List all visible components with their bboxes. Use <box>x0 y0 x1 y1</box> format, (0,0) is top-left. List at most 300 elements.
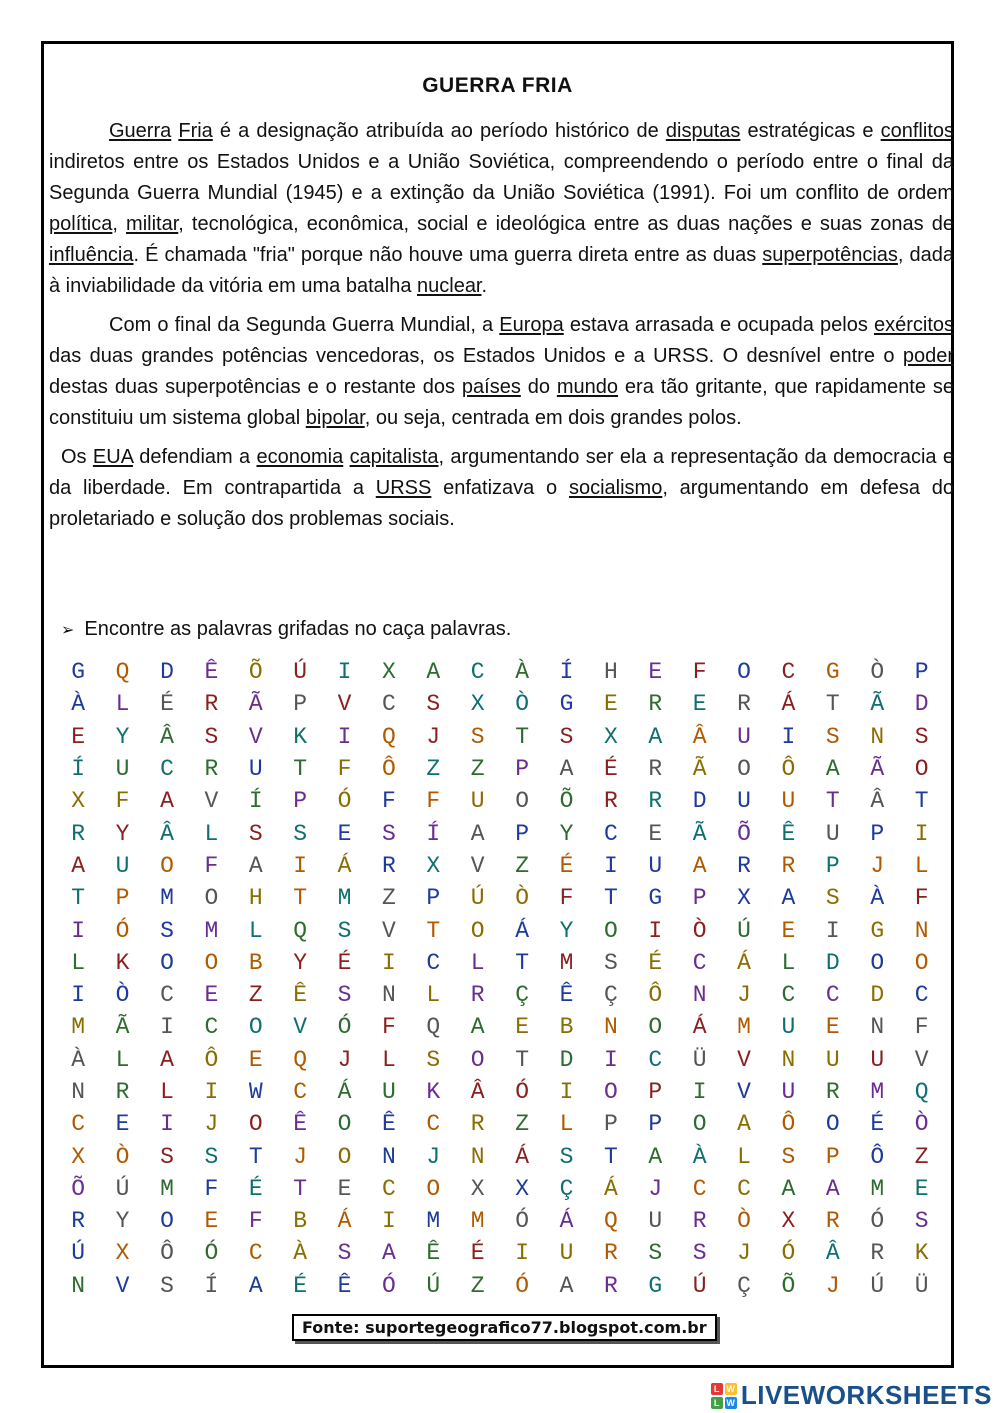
grid-letter[interactable]: S <box>426 1046 441 1073</box>
grid-letter[interactable]: T <box>71 885 86 912</box>
grid-letter[interactable]: Ê <box>293 1111 308 1138</box>
grid-letter[interactable]: Â <box>692 723 707 750</box>
grid-letter[interactable]: À <box>71 1046 86 1073</box>
grid-letter[interactable]: T <box>914 788 929 815</box>
grid-letter[interactable]: E <box>825 1014 840 1041</box>
grid-letter[interactable]: Õ <box>559 788 574 815</box>
grid-letter[interactable]: F <box>115 788 130 815</box>
grid-letter[interactable]: P <box>692 885 707 912</box>
grid-letter[interactable]: O <box>737 756 751 783</box>
grid-letter[interactable]: S <box>293 820 308 847</box>
grid-letter[interactable]: Ó <box>781 1240 796 1267</box>
grid-letter[interactable]: Ç <box>737 1272 751 1299</box>
grid-letter[interactable]: P <box>914 659 929 686</box>
grid-letter[interactable]: C <box>293 1079 308 1105</box>
grid-letter[interactable]: Ò <box>914 1111 929 1138</box>
grid-letter[interactable]: Z <box>515 1111 529 1138</box>
grid-letter[interactable]: A <box>470 820 485 847</box>
grid-letter[interactable]: G <box>559 691 574 718</box>
grid-letter[interactable]: À <box>71 691 86 718</box>
grid-letter[interactable]: I <box>382 1208 396 1235</box>
grid-letter[interactable]: D <box>692 788 707 815</box>
grid-letter[interactable]: Q <box>382 723 396 750</box>
grid-letter[interactable]: O <box>603 917 618 944</box>
grid-letter[interactable]: V <box>737 1046 751 1073</box>
grid-letter[interactable]: Ó <box>515 1208 529 1235</box>
grid-letter[interactable]: L <box>426 982 441 1009</box>
grid-letter[interactable]: S <box>825 723 840 750</box>
grid-letter[interactable]: Á <box>515 917 529 944</box>
grid-letter[interactable]: X <box>781 1208 796 1235</box>
grid-letter[interactable]: N <box>603 1014 618 1041</box>
grid-letter[interactable]: Ê <box>337 1272 352 1299</box>
grid-letter[interactable]: E <box>781 917 796 944</box>
grid-letter[interactable]: S <box>559 1143 574 1170</box>
grid-letter[interactable]: C <box>426 1111 441 1138</box>
grid-letter[interactable]: I <box>71 982 86 1009</box>
grid-letter[interactable]: S <box>160 1272 174 1299</box>
grid-letter[interactable]: N <box>692 982 707 1009</box>
grid-letter[interactable]: R <box>603 1240 618 1267</box>
grid-letter[interactable]: V <box>914 1046 929 1073</box>
grid-letter[interactable]: D <box>559 1046 574 1073</box>
grid-letter[interactable]: U <box>648 852 663 879</box>
grid-letter[interactable]: I <box>515 1240 529 1267</box>
grid-letter[interactable]: R <box>115 1079 130 1105</box>
grid-letter[interactable]: À <box>692 1143 707 1170</box>
grid-letter[interactable]: B <box>293 1208 308 1235</box>
grid-letter[interactable]: X <box>382 659 396 686</box>
grid-letter[interactable]: N <box>870 1014 885 1041</box>
grid-letter[interactable]: X <box>737 885 751 912</box>
grid-letter[interactable]: C <box>382 1175 396 1202</box>
grid-letter[interactable]: Ú <box>115 1175 130 1202</box>
grid-letter[interactable]: S <box>603 949 618 976</box>
grid-letter[interactable]: I <box>293 852 308 879</box>
grid-letter[interactable]: R <box>870 1240 885 1267</box>
grid-letter[interactable]: K <box>293 723 308 750</box>
grid-letter[interactable]: É <box>870 1111 885 1138</box>
grid-letter[interactable]: J <box>293 1143 308 1170</box>
grid-letter[interactable]: P <box>293 788 308 815</box>
grid-letter[interactable]: O <box>870 949 885 976</box>
grid-letter[interactable]: P <box>515 756 529 783</box>
word-search-grid[interactable] <box>56 656 944 1302</box>
grid-letter[interactable]: U <box>115 852 130 879</box>
grid-letter[interactable]: K <box>426 1079 441 1105</box>
grid-letter[interactable]: S <box>382 820 396 847</box>
grid-letter[interactable]: Y <box>115 1208 130 1235</box>
grid-letter[interactable]: É <box>337 949 352 976</box>
grid-letter[interactable]: X <box>71 1143 86 1170</box>
grid-letter[interactable]: P <box>825 852 840 879</box>
grid-letter[interactable]: T <box>515 1046 529 1073</box>
grid-letter[interactable]: O <box>248 1014 263 1041</box>
liveworksheets-brand[interactable] <box>711 1380 992 1411</box>
grid-letter[interactable]: F <box>204 852 219 879</box>
grid-letter[interactable]: A <box>781 885 796 912</box>
grid-letter[interactable]: O <box>470 917 485 944</box>
grid-letter[interactable]: R <box>71 820 86 847</box>
grid-letter[interactable]: S <box>648 1240 663 1267</box>
grid-letter[interactable]: X <box>515 1175 529 1202</box>
grid-letter[interactable]: E <box>248 1046 263 1073</box>
grid-letter[interactable]: Y <box>115 723 130 750</box>
grid-letter[interactable]: J <box>870 852 885 879</box>
grid-letter[interactable]: G <box>648 885 663 912</box>
grid-letter[interactable]: I <box>692 1079 707 1105</box>
grid-letter[interactable]: M <box>160 885 174 912</box>
grid-letter[interactable]: O <box>825 1111 840 1138</box>
grid-letter[interactable]: Ó <box>204 1240 219 1267</box>
grid-letter[interactable]: O <box>470 1046 485 1073</box>
grid-letter[interactable]: V <box>248 723 263 750</box>
grid-letter[interactable]: Ú <box>692 1272 707 1299</box>
grid-letter[interactable]: L <box>204 820 219 847</box>
grid-letter[interactable]: V <box>737 1079 751 1105</box>
grid-letter[interactable]: H <box>603 659 618 686</box>
grid-letter[interactable]: V <box>115 1272 130 1299</box>
grid-letter[interactable]: L <box>737 1143 751 1170</box>
grid-letter[interactable]: Z <box>248 982 263 1009</box>
grid-letter[interactable]: R <box>692 1208 707 1235</box>
grid-letter[interactable]: F <box>382 1014 396 1041</box>
grid-letter[interactable]: E <box>71 723 86 750</box>
grid-letter[interactable]: S <box>825 885 840 912</box>
grid-letter[interactable]: C <box>648 1046 663 1073</box>
grid-letter[interactable]: N <box>781 1046 796 1073</box>
grid-letter[interactable]: R <box>204 756 219 783</box>
grid-letter[interactable]: A <box>825 756 840 783</box>
grid-letter[interactable]: S <box>914 1208 929 1235</box>
grid-letter[interactable]: S <box>781 1143 796 1170</box>
grid-letter[interactable]: T <box>293 756 308 783</box>
grid-letter[interactable]: Ã <box>692 820 707 847</box>
grid-letter[interactable]: E <box>204 1208 219 1235</box>
grid-letter[interactable]: É <box>603 756 618 783</box>
grid-letter[interactable]: O <box>692 1111 707 1138</box>
grid-letter[interactable]: G <box>648 1272 663 1299</box>
grid-letter[interactable]: M <box>870 1175 885 1202</box>
grid-letter[interactable]: C <box>470 659 485 686</box>
grid-letter[interactable]: C <box>248 1240 263 1267</box>
grid-letter[interactable]: R <box>737 691 751 718</box>
grid-letter[interactable]: Z <box>470 1272 485 1299</box>
grid-letter[interactable]: Ô <box>870 1143 885 1170</box>
grid-letter[interactable]: R <box>648 691 663 718</box>
grid-letter[interactable]: Á <box>737 949 751 976</box>
grid-letter[interactable]: A <box>825 1175 840 1202</box>
grid-letter[interactable]: D <box>825 949 840 976</box>
grid-letter[interactable]: M <box>470 1208 485 1235</box>
grid-letter[interactable]: R <box>71 1208 86 1235</box>
grid-letter[interactable]: A <box>559 1272 574 1299</box>
grid-letter[interactable]: À <box>515 659 529 686</box>
grid-letter[interactable]: Ú <box>426 1272 441 1299</box>
grid-letter[interactable]: S <box>204 1143 219 1170</box>
grid-letter[interactable]: S <box>692 1240 707 1267</box>
grid-letter[interactable]: A <box>470 1014 485 1041</box>
grid-letter[interactable]: C <box>426 949 441 976</box>
grid-letter[interactable]: X <box>470 1175 485 1202</box>
grid-letter[interactable]: A <box>71 852 86 879</box>
grid-letter[interactable]: Ò <box>515 885 529 912</box>
grid-letter[interactable]: Q <box>293 1046 308 1073</box>
grid-letter[interactable]: Ò <box>115 982 130 1009</box>
grid-letter[interactable]: S <box>337 1240 352 1267</box>
grid-letter[interactable]: L <box>160 1079 174 1105</box>
grid-letter[interactable]: F <box>337 756 352 783</box>
grid-letter[interactable]: M <box>337 885 352 912</box>
grid-letter[interactable]: U <box>781 1079 796 1105</box>
grid-letter[interactable]: Z <box>382 885 396 912</box>
grid-letter[interactable]: U <box>781 1014 796 1041</box>
grid-letter[interactable]: E <box>603 691 618 718</box>
grid-letter[interactable]: Ò <box>515 691 529 718</box>
grid-letter[interactable]: T <box>515 949 529 976</box>
grid-letter[interactable]: O <box>914 756 929 783</box>
grid-letter[interactable]: Ô <box>382 756 396 783</box>
grid-letter[interactable]: Ê <box>204 659 219 686</box>
grid-letter[interactable]: A <box>559 756 574 783</box>
grid-letter[interactable]: L <box>470 949 485 976</box>
grid-letter[interactable]: T <box>426 917 441 944</box>
grid-letter[interactable]: Z <box>515 852 529 879</box>
grid-letter[interactable]: O <box>160 949 174 976</box>
grid-letter[interactable]: F <box>914 1014 929 1041</box>
grid-letter[interactable]: É <box>559 852 574 879</box>
grid-letter[interactable]: Ú <box>293 659 308 686</box>
grid-letter[interactable]: O <box>737 659 751 686</box>
grid-letter[interactable]: C <box>914 982 929 1009</box>
grid-letter[interactable]: Í <box>426 820 441 847</box>
grid-letter[interactable]: O <box>603 1079 618 1105</box>
grid-letter[interactable]: P <box>115 885 130 912</box>
grid-letter[interactable]: J <box>737 1240 751 1267</box>
grid-letter[interactable]: C <box>737 1175 751 1202</box>
grid-letter[interactable]: Ò <box>737 1208 751 1235</box>
grid-letter[interactable]: B <box>248 949 263 976</box>
grid-letter[interactable]: Ü <box>914 1272 929 1299</box>
grid-letter[interactable]: E <box>337 1175 352 1202</box>
grid-letter[interactable]: U <box>470 788 485 815</box>
grid-letter[interactable]: U <box>115 756 130 783</box>
grid-letter[interactable]: Q <box>293 917 308 944</box>
grid-letter[interactable]: Â <box>825 1240 840 1267</box>
grid-letter[interactable]: M <box>71 1014 86 1041</box>
grid-letter[interactable]: J <box>337 1046 352 1073</box>
grid-letter[interactable]: I <box>825 917 840 944</box>
grid-letter[interactable]: W <box>248 1079 263 1105</box>
grid-letter[interactable]: L <box>914 852 929 879</box>
grid-letter[interactable]: S <box>559 723 574 750</box>
grid-letter[interactable]: R <box>648 756 663 783</box>
grid-letter[interactable]: Ô <box>160 1240 174 1267</box>
grid-letter[interactable]: Ê <box>781 820 796 847</box>
grid-letter[interactable]: V <box>470 852 485 879</box>
grid-letter[interactable]: S <box>337 982 352 1009</box>
grid-letter[interactable]: V <box>382 917 396 944</box>
grid-letter[interactable]: P <box>515 820 529 847</box>
grid-letter[interactable]: P <box>648 1111 663 1138</box>
grid-letter[interactable]: O <box>515 788 529 815</box>
grid-letter[interactable]: C <box>382 691 396 718</box>
grid-letter[interactable]: P <box>648 1079 663 1105</box>
grid-letter[interactable]: S <box>914 723 929 750</box>
grid-letter[interactable]: Â <box>160 723 174 750</box>
grid-letter[interactable]: R <box>648 788 663 815</box>
grid-letter[interactable]: F <box>248 1208 263 1235</box>
grid-letter[interactable]: J <box>648 1175 663 1202</box>
grid-letter[interactable]: S <box>337 917 352 944</box>
grid-letter[interactable]: T <box>603 1143 618 1170</box>
grid-letter[interactable]: T <box>293 885 308 912</box>
grid-letter[interactable]: T <box>248 1143 263 1170</box>
grid-letter[interactable]: É <box>470 1240 485 1267</box>
grid-letter[interactable]: N <box>382 982 396 1009</box>
grid-letter[interactable]: J <box>426 723 441 750</box>
grid-letter[interactable]: I <box>160 1014 174 1041</box>
grid-letter[interactable]: Ô <box>204 1046 219 1073</box>
grid-letter[interactable]: Ó <box>870 1208 885 1235</box>
grid-letter[interactable]: I <box>71 917 86 944</box>
grid-letter[interactable]: C <box>160 982 174 1009</box>
grid-letter[interactable]: V <box>293 1014 308 1041</box>
grid-letter[interactable]: Ò <box>692 917 707 944</box>
grid-letter[interactable]: T <box>515 723 529 750</box>
grid-letter[interactable]: E <box>204 982 219 1009</box>
grid-letter[interactable]: Á <box>781 691 796 718</box>
grid-letter[interactable]: Á <box>337 1079 352 1105</box>
grid-letter[interactable]: V <box>204 788 219 815</box>
grid-letter[interactable]: O <box>160 1208 174 1235</box>
grid-letter[interactable]: U <box>825 1046 840 1073</box>
grid-letter[interactable]: Y <box>115 820 130 847</box>
grid-letter[interactable]: U <box>781 788 796 815</box>
grid-letter[interactable]: L <box>248 917 263 944</box>
grid-letter[interactable]: O <box>248 1111 263 1138</box>
grid-letter[interactable]: L <box>781 949 796 976</box>
grid-letter[interactable]: R <box>470 1111 485 1138</box>
grid-letter[interactable]: O <box>648 1014 663 1041</box>
grid-letter[interactable]: Q <box>603 1208 618 1235</box>
grid-letter[interactable]: A <box>248 852 263 879</box>
grid-letter[interactable]: J <box>426 1143 441 1170</box>
grid-letter[interactable]: I <box>382 949 396 976</box>
grid-letter[interactable]: C <box>71 1111 86 1138</box>
grid-letter[interactable]: Ú <box>737 917 751 944</box>
grid-letter[interactable]: D <box>914 691 929 718</box>
grid-letter[interactable]: M <box>559 949 574 976</box>
grid-letter[interactable]: R <box>825 1208 840 1235</box>
grid-letter[interactable]: Ã <box>870 756 885 783</box>
grid-letter[interactable]: I <box>781 723 796 750</box>
grid-letter[interactable]: É <box>248 1175 263 1202</box>
grid-letter[interactable]: Ò <box>115 1143 130 1170</box>
grid-letter[interactable]: Ê <box>559 982 574 1009</box>
grid-letter[interactable]: T <box>293 1175 308 1202</box>
grid-letter[interactable]: O <box>160 852 174 879</box>
grid-letter[interactable]: N <box>914 917 929 944</box>
grid-letter[interactable]: É <box>160 691 174 718</box>
grid-letter[interactable]: Ô <box>781 1111 796 1138</box>
grid-letter[interactable]: I <box>914 820 929 847</box>
grid-letter[interactable]: C <box>603 820 618 847</box>
grid-letter[interactable]: T <box>825 691 840 718</box>
grid-letter[interactable]: A <box>648 723 663 750</box>
grid-letter[interactable]: U <box>825 820 840 847</box>
grid-letter[interactable]: Í <box>204 1272 219 1299</box>
grid-letter[interactable]: Ç <box>559 1175 574 1202</box>
grid-letter[interactable]: Ô <box>648 982 663 1009</box>
grid-letter[interactable]: Â <box>870 788 885 815</box>
grid-letter[interactable]: Í <box>248 788 263 815</box>
grid-letter[interactable]: A <box>648 1143 663 1170</box>
grid-letter[interactable]: S <box>470 723 485 750</box>
grid-letter[interactable]: R <box>603 1272 618 1299</box>
grid-letter[interactable]: I <box>648 917 663 944</box>
grid-letter[interactable]: N <box>870 723 885 750</box>
grid-letter[interactable]: F <box>426 788 441 815</box>
grid-letter[interactable]: Á <box>337 1208 352 1235</box>
grid-letter[interactable]: E <box>914 1175 929 1202</box>
grid-letter[interactable]: U <box>870 1046 885 1073</box>
grid-letter[interactable]: E <box>337 820 352 847</box>
grid-letter[interactable]: Í <box>71 756 86 783</box>
grid-letter[interactable]: O <box>337 1143 352 1170</box>
grid-letter[interactable]: G <box>71 659 86 686</box>
grid-letter[interactable]: A <box>781 1175 796 1202</box>
grid-letter[interactable]: I <box>603 1046 618 1073</box>
grid-letter[interactable]: Ô <box>781 756 796 783</box>
grid-letter[interactable]: P <box>426 885 441 912</box>
grid-letter[interactable]: F <box>204 1175 219 1202</box>
grid-letter[interactable]: Ç <box>515 982 529 1009</box>
grid-letter[interactable]: N <box>382 1143 396 1170</box>
grid-letter[interactable]: Ê <box>382 1111 396 1138</box>
grid-letter[interactable]: Á <box>515 1143 529 1170</box>
grid-letter[interactable]: R <box>382 852 396 879</box>
grid-letter[interactable]: M <box>426 1208 441 1235</box>
grid-letter[interactable]: I <box>559 1079 574 1105</box>
grid-letter[interactable]: X <box>71 788 86 815</box>
grid-letter[interactable]: L <box>115 1046 130 1073</box>
grid-letter[interactable]: M <box>870 1079 885 1105</box>
grid-letter[interactable]: S <box>160 917 174 944</box>
grid-letter[interactable]: Ã <box>115 1014 130 1041</box>
grid-letter[interactable]: À <box>293 1240 308 1267</box>
grid-letter[interactable]: I <box>337 723 352 750</box>
grid-letter[interactable]: Í <box>559 659 574 686</box>
grid-letter[interactable]: Ã <box>248 691 263 718</box>
grid-letter[interactable]: U <box>737 788 751 815</box>
grid-letter[interactable]: S <box>204 723 219 750</box>
grid-letter[interactable]: E <box>115 1111 130 1138</box>
grid-letter[interactable]: I <box>204 1079 219 1105</box>
grid-letter[interactable]: X <box>470 691 485 718</box>
grid-letter[interactable]: Ü <box>692 1046 707 1073</box>
grid-letter[interactable]: L <box>559 1111 574 1138</box>
grid-letter[interactable]: J <box>204 1111 219 1138</box>
grid-letter[interactable]: Ò <box>870 659 885 686</box>
grid-letter[interactable]: A <box>692 852 707 879</box>
grid-letter[interactable]: X <box>603 723 618 750</box>
grid-letter[interactable]: L <box>71 949 86 976</box>
grid-letter[interactable]: E <box>648 820 663 847</box>
grid-letter[interactable]: X <box>115 1240 130 1267</box>
grid-letter[interactable]: I <box>160 1111 174 1138</box>
grid-letter[interactable]: O <box>426 1175 441 1202</box>
